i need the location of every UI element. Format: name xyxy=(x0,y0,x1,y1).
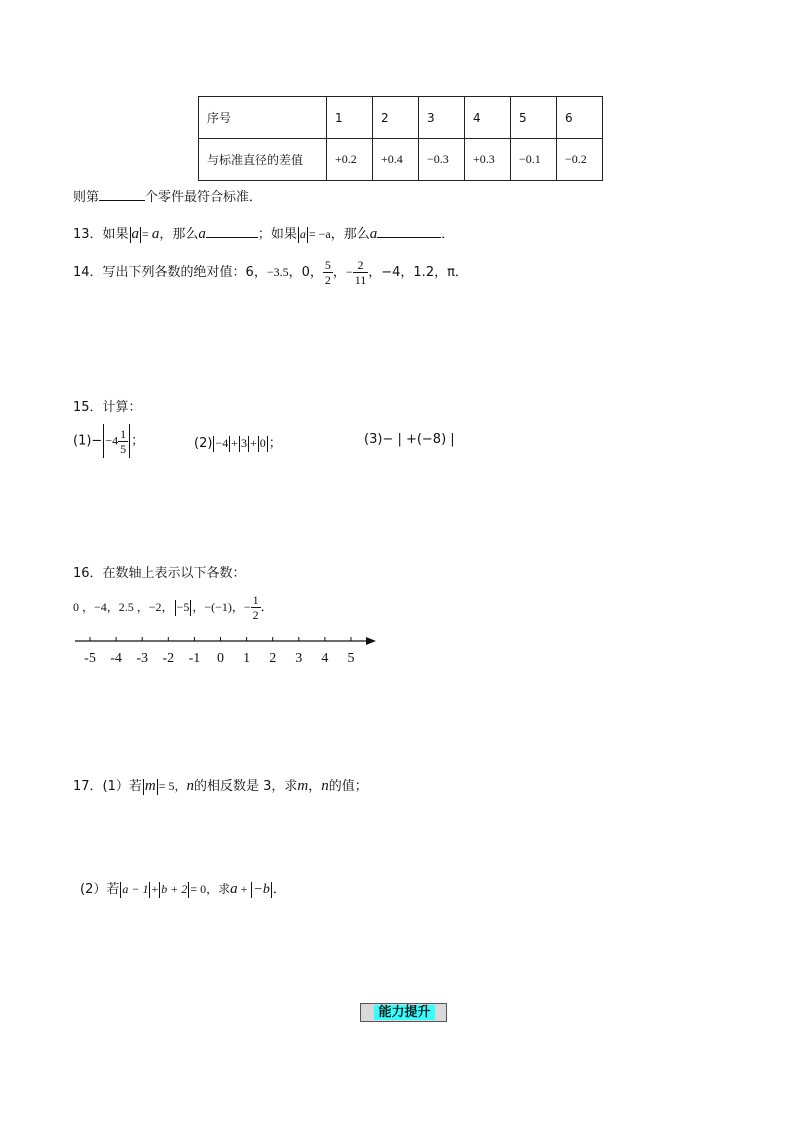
abs-bar xyxy=(140,227,141,243)
number-line-tick-label: 0 xyxy=(217,651,224,666)
q14-text: 14．写出下列各数的绝对值：6， xyxy=(73,265,267,280)
table-row xyxy=(199,139,603,181)
q17-p1-a: 17．(1）若 xyxy=(73,779,142,794)
q17-p2-expr2: b + 2 xyxy=(161,882,188,896)
q13-var: a xyxy=(151,226,160,242)
q13-var: a xyxy=(131,226,140,242)
q13-mid2: ；如果 xyxy=(257,227,297,242)
question-16-numbers xyxy=(73,593,274,622)
q13-eq: = xyxy=(142,227,152,241)
p2-label: (2) xyxy=(194,436,213,451)
abs-bar xyxy=(175,600,176,616)
plus-sign: + xyxy=(231,436,238,450)
number-line-tick-label: -4 xyxy=(110,651,122,666)
table-cell: 5 xyxy=(511,97,557,139)
q14-n1: −3.5 xyxy=(266,265,289,279)
plus-sign: + xyxy=(151,882,159,896)
q17-p2-a: (2）若 xyxy=(80,882,120,897)
q14-sep1: ，0， xyxy=(288,265,323,280)
diameter-diff-table xyxy=(198,96,603,181)
q13-var: a xyxy=(369,226,378,242)
number-line-tick-label: -5 xyxy=(84,651,96,666)
abs-bar xyxy=(143,779,144,795)
abs-bar xyxy=(271,882,272,898)
table-row xyxy=(199,97,603,139)
section-badge-label: 能力提升 xyxy=(378,1005,431,1020)
table-cell: +0.3 xyxy=(465,139,511,181)
q14-tail: ，−4，1.2，π． xyxy=(368,265,468,280)
q13-eq2: = −a xyxy=(308,227,331,241)
q13-var: a xyxy=(198,226,206,242)
answer-blank[interactable] xyxy=(206,225,258,238)
plus-sign: + xyxy=(237,882,251,896)
question-16-title: 16．在数轴上表示以下各数： xyxy=(73,566,246,581)
q17-var: m xyxy=(297,778,309,794)
question-15-part-1 xyxy=(73,424,144,458)
q17-p1-c: 的相反数是 3，求 xyxy=(194,779,298,794)
table-cell: −0.3 xyxy=(419,139,465,181)
q17-var: a xyxy=(230,881,238,897)
minus-sign: − xyxy=(345,265,353,279)
abs-bar xyxy=(130,227,131,243)
fraction: $\frac{2}{11}$ xyxy=(354,258,367,287)
p2-end: ； xyxy=(268,436,282,451)
table-cell: 与标准直径的差值 xyxy=(199,139,327,181)
abs-bar xyxy=(298,227,299,243)
plus-sign: + xyxy=(249,436,257,450)
number-line-tick-label: -1 xyxy=(188,651,201,666)
abs-bar xyxy=(248,436,249,452)
p1-end: ； xyxy=(131,433,145,449)
table-cell: 6 xyxy=(557,97,603,139)
q17-p1-d: ， xyxy=(308,779,322,794)
q12-pre: 则第 xyxy=(73,190,100,205)
abs-bar xyxy=(157,779,158,795)
fraction: $\frac{1}{5}$ xyxy=(120,426,127,456)
answer-blank[interactable] xyxy=(377,225,441,238)
question-15-part-3: (3)− | +(−8) | xyxy=(364,432,455,447)
table-cell: −0.1 xyxy=(511,139,557,181)
q17-var: m xyxy=(144,778,156,794)
table-cell: 2 xyxy=(373,97,419,139)
q14-sep2: ， xyxy=(332,265,346,280)
q16-end: ． xyxy=(260,600,274,615)
answer-blank[interactable] xyxy=(99,188,145,201)
number-line-tick-label: -3 xyxy=(136,651,149,666)
p2-c: 0 xyxy=(259,436,266,450)
table-cell: +0.4 xyxy=(373,139,419,181)
abs-bar xyxy=(307,227,308,243)
q17-p2-expr1: a − 1 xyxy=(122,882,149,896)
question-17-part-2 xyxy=(80,878,286,898)
number-line-tick-label: 2 xyxy=(269,651,277,666)
number-line xyxy=(70,630,380,670)
table-cell: −0.2 xyxy=(557,139,603,181)
p2-b: 3 xyxy=(240,436,247,450)
number-line-tick-label: -2 xyxy=(162,651,175,666)
q16-abs-inner: −5 xyxy=(176,600,190,614)
question-13 xyxy=(73,223,454,243)
q16-nums-b: ，−(−1)，− xyxy=(192,600,251,614)
question-12-tail xyxy=(73,186,262,205)
fraction: $\frac{5}{2}$ xyxy=(324,258,331,287)
q17-var: n xyxy=(321,778,329,794)
q13-mid3: ，那么 xyxy=(330,227,370,242)
q17-p1-e: 的值； xyxy=(328,779,368,794)
table-cell: 4 xyxy=(465,97,511,139)
number-line-tick-label: 5 xyxy=(347,651,355,666)
question-14 xyxy=(73,258,468,287)
q17-p1-b: = 5， xyxy=(158,779,187,793)
question-15-title: 15．计算： xyxy=(73,400,142,415)
arrow-right-icon xyxy=(366,637,376,645)
table-cell: +0.2 xyxy=(327,139,373,181)
q17-p2-eq: = 0，求 xyxy=(190,882,231,896)
question-17-part-1 xyxy=(73,775,368,795)
q13-end: ． xyxy=(441,227,455,242)
question-15-part-2 xyxy=(194,432,282,452)
abs-bar xyxy=(129,424,130,458)
table-cell: 序号 xyxy=(199,97,327,139)
q13-num: 13．如果 xyxy=(73,227,129,242)
abs-bar xyxy=(258,436,259,452)
p2-a: −4 xyxy=(215,436,229,450)
abs-bar xyxy=(267,436,268,452)
q17-var: n xyxy=(186,778,195,794)
number-line-tick-label: 3 xyxy=(295,651,303,666)
table-cell: 1 xyxy=(327,97,373,139)
number-line-tick-label: 4 xyxy=(321,651,329,666)
abs-bar xyxy=(239,436,240,452)
q17-p2-expr3: −b xyxy=(253,882,270,897)
q13-var: a xyxy=(299,227,306,241)
q13-mid1: ，那么 xyxy=(159,227,199,242)
q12-post: 个零件最符合标准． xyxy=(145,190,263,205)
fraction: $\frac{1}{2}$ xyxy=(252,593,259,622)
section-badge xyxy=(360,1003,447,1022)
q17-p2-end: ． xyxy=(272,882,286,897)
p1-inner: −4 xyxy=(105,433,119,448)
table-cell: 3 xyxy=(419,97,465,139)
number-line-tick-label: 1 xyxy=(243,651,251,666)
p1-label: (1)− xyxy=(73,433,103,449)
q16-nums-a: 0 ，−4，2.5 ，−2， xyxy=(73,600,174,614)
